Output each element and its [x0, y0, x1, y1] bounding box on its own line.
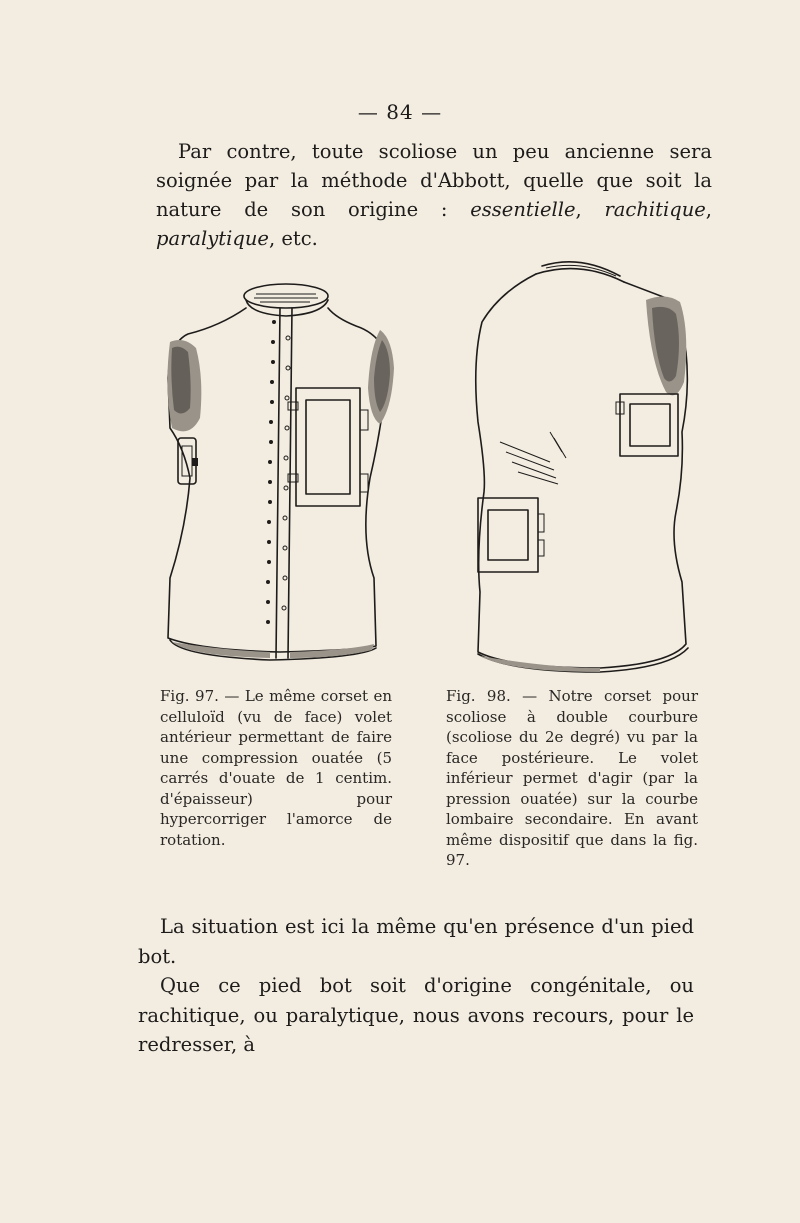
term-essentielle: essentielle	[470, 198, 576, 221]
figure-98-corset-back	[470, 252, 700, 677]
figure-97-corset-front	[160, 278, 400, 673]
page-number: — 84 —	[357, 100, 443, 124]
outro-text	[138, 912, 694, 1060]
figure-97-label: Fig. 97. —	[160, 687, 240, 705]
figure-98-caption-text: Notre corset pour scoliose à double courbure (scoliose du 2e degré) vu par la face postérieure. Le volet inférieur permet d'agir (par la pression ouatée) sur la courbe lombaire secondaire. En avant même dispositif que dans la fig. 97.	[446, 687, 698, 869]
outro-paragraph-2: Que ce pied bot soit d'origine congénitale, ou rachitique, ou paralytique, nous avons recours, pour le redresser, à	[138, 974, 694, 1056]
figure-97-caption-text: Le même corset en celluloïd (vu de face) volet antérieur permettant de faire une compression ouatée (5 carrés d'ouate de 1 centim. d'épaisseur) pour hypercorriger l'amorce de rotation.	[160, 687, 392, 849]
corset-back-illustration	[470, 252, 700, 677]
intro-paragraph: Par contre, toute scoliose un peu ancienne sera soignée par la méthode d'Abbott, quelle que soit la nature de son origine : essentielle, rachitique, paralytique, etc.	[156, 140, 712, 250]
term-paralytique: paralytique	[156, 227, 269, 250]
figure-98-label: Fig. 98. —	[446, 687, 538, 705]
corset-front-illustration	[160, 278, 400, 673]
figure-98-caption	[446, 686, 698, 871]
figure-97-caption	[160, 686, 392, 850]
term-rachitique: rachitique	[604, 198, 706, 221]
outro-paragraph-1: La situation est ici la même qu'en présence d'un pied bot.	[138, 915, 694, 968]
intro-text: Par contre, toute scoliose un peu ancienne sera soignée par la méthode d'Abbott, quelle que soit la nature de son origine :	[156, 140, 712, 221]
